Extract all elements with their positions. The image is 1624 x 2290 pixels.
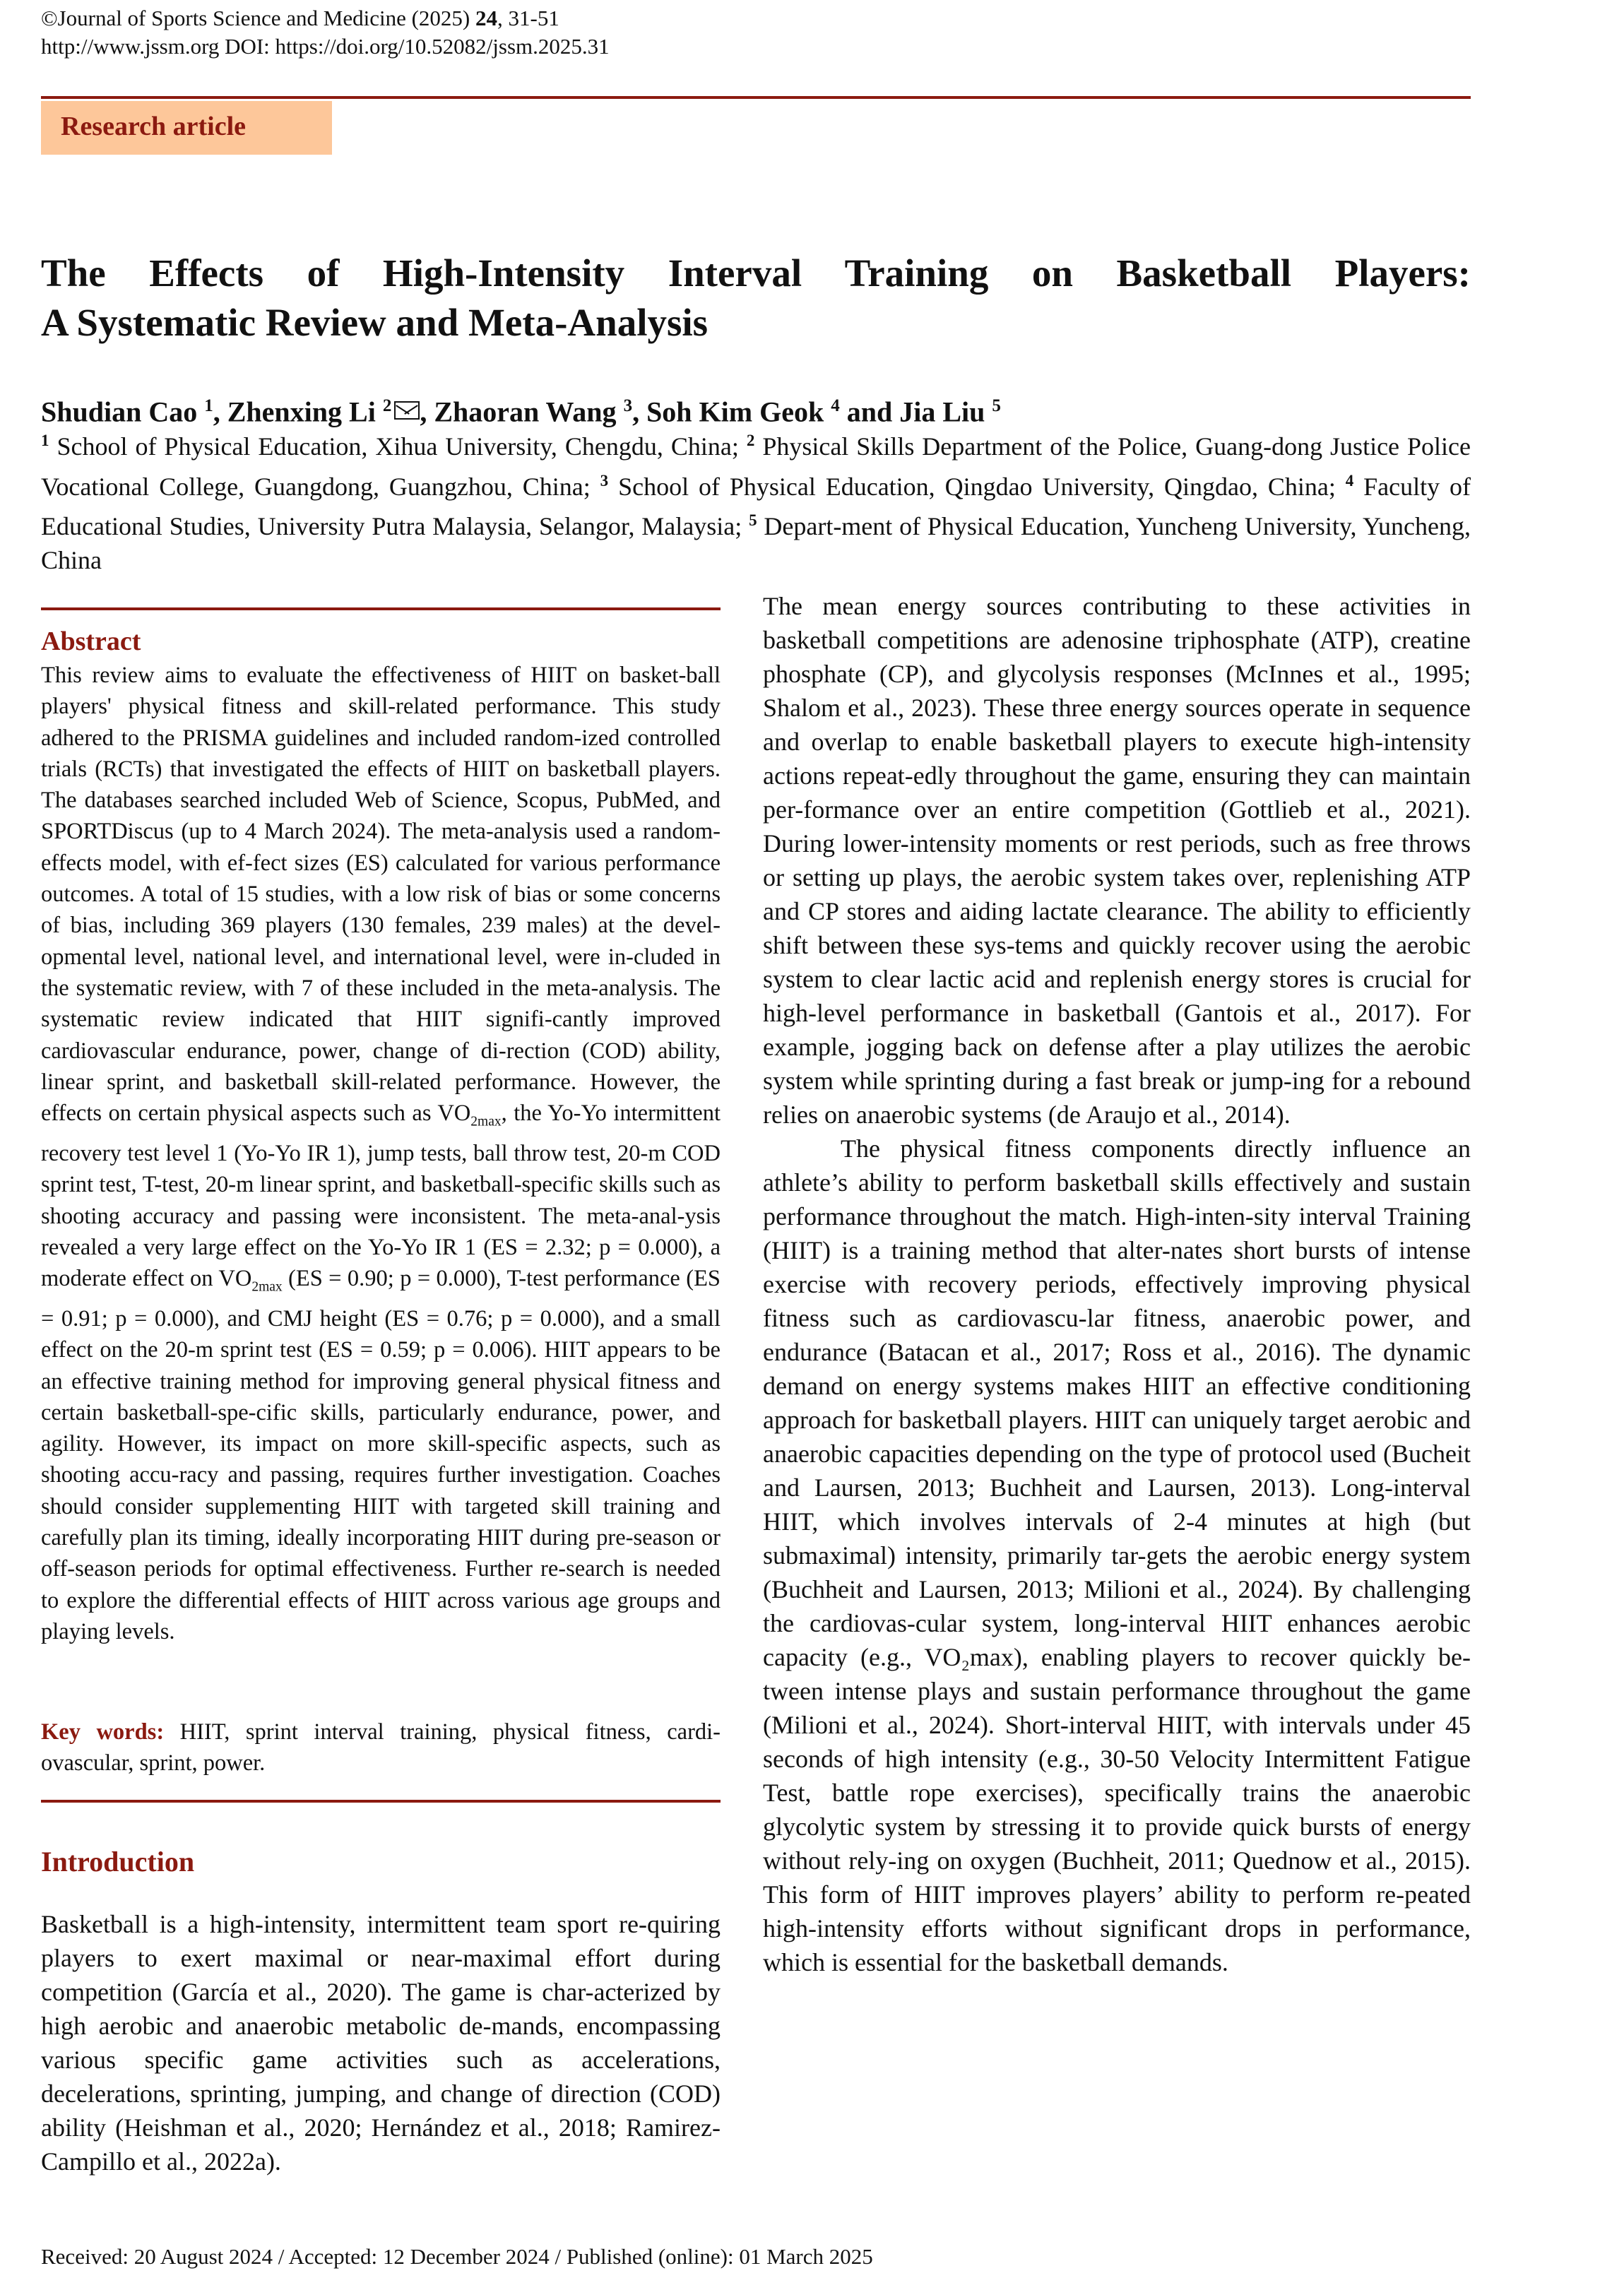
journal-doi-link[interactable]: http://www.jssm.org DOI: https://doi.org/10.52082/jssm.2025.31 [41, 34, 610, 59]
journal-citation: ©Journal of Sports Science and Medicine (2025) 24, 31-51 [41, 6, 559, 30]
envelope-icon[interactable] [394, 401, 420, 420]
author-4: , Soh Kim Geok [632, 396, 831, 428]
keywords [41, 1716, 721, 1779]
author-3: , Zhaoran Wang [420, 396, 624, 428]
publication-dates: Received: 20 August 2024 / Accepted: 12 December 2024 / Published (online): 01 March 2025 [41, 2244, 873, 2269]
abstract-body: This review aims to evaluate the effectiveness of HIIT on basket-ball players' physical fitness and skill-related performance. This study adhered to the PRISMA guidelines and included random-ized controlled trials (RCTs) that investigated the effects of HIIT on basketball players. The databases searched included Web of Science, Scopus, PubMed, and SPORTDiscus (up to 4 March 2024). The meta-analysis used a random-effects model, with ef-fect sizes (ES) calculated for various performance outcomes. A total of 15 studies, with a low risk of bias or some concerns of bias, including 369 players (130 females, 239 males) at the devel-opmental level, national level, and international level, were in-cluded in the systematic review, with 7 of these included in the meta-analysis. The systematic review indicated that HIIT signifi-cantly improved cardiovascular endurance, power, change of di-rection (COD) ability, linear sprint, and basketball skill-related performance. However, the effects on certain physical aspects such as $VO_{2max}$, the Yo-Yo intermittent recovery test level 1 (Yo-Yo IR 1), jump tests, ball throw test, 20-m COD sprint test, T-test, 20-m linear sprint, and basketball-specific skills such as shooting accuracy and passing were inconsistent. The meta-anal-ysis revealed a very large effect on the Yo-Yo IR 1 (ES = 2.32; p = 0.000), a moderate effect on $VO_{2max}$ (ES = 0.90; p = 0.000), T-test performance (ES = 0.91; p = 0.000), and CMJ height (ES = 0.76; p = 0.000), and a small effect on the 20-m sprint test (ES = 0.59; p = 0.006). HIIT appears to be an effective training method for improving general physical fitness and certain basketball-spe-cific skills, particularly endurance, power, and agility. However, its impact on more skill-specific aspects, such as shooting accu-racy and passing, requires further investigation. Coaches should consider supplementing HIIT with targeted skill training and carefully plan its timing, ideally incorporating HIIT during pre-season or off-season periods for optimal effectiveness. Further re-search is needed to explore the differential effects of HIIT across various age groups and playing levels. [41, 663, 721, 1644]
body-paragraph-2: The physical fitness components directly influence an athlete’s ability to perform basketball skills effectively and sustain performance throughout the match. High-inten-sity interval Training (HIIT) is a training method that alter-nates short bursts of intense exercise with recovery periods, effectively improving physical fitness such as cardiovascu-lar fitness, anaerobic power, and endurance (Batacan et al., 2017; Ross et al., 2016). The dynamic demand on energy systems makes HIIT an effective conditioning approach for basketball players. HIIT can uniquely target aerobic and anaerobic capacities depending on the type of protocol used (Bucheit and Laursen, 2013; Buchheit and Laursen, 2013). Long-interval HIIT, which involves intervals of 2-4 minutes at high (but submaximal) intensity, primarily tar-gets the aerobic energy system (Buchheit and Laursen, 2013; Milioni et al., 2024). By challenging the cardiovas-cular system, long-interval HIIT enhances aerobic capacity (e.g., VO₂max), enabling players to recover quickly be-tween intense plays and sustain performance throughout the game (Milioni et al., 2024). Short-interval HIIT, with intervals under 45 seconds of high intensity (e.g., 30-50 Velocity Intermittent Fatigue Test, battle rope exercises), specifically trains the anaerobic glycolytic system by stressing it to provide quick bursts of energy without rely-ing on oxygen (Buchheit, 2011; Quednow et al., 2015). This form of HIIT improves players’ ability to perform re-peated high-intensity efforts without significant drops in performance, which is essential for the basketball demands. [763, 1134, 1471, 1976]
article-type-badge [41, 101, 332, 155]
journal-header [41, 4, 610, 61]
article-type-label: Research article [61, 112, 247, 141]
abstract-heading: Abstract [41, 627, 141, 656]
paper-title [41, 249, 1471, 348]
affiliation-2: Physical Skills Department of the Police, Guang-dong Justice Police Vocational College, Guangdong, Guangzhou, China; [41, 432, 1471, 501]
title-line-1: The Effects of High-Intensity Interval Training on Basketball Players: [41, 251, 1471, 295]
body-paragraph-1: The mean energy sources contributing to these activities in basketball competitions are adenosine triphosphate (ATP), creatine phosphate (CP), and glycolysis responses (McInnes et al., 1995; Shalom et al., 2023). These three energy sources operate in sequence and overlap to enable basketball players to execute high-intensity actions repeat-edly throughout the game, ensuring they can maintain per-formance over an entire competition (Gottlieb et al., 2021). During lower-intensity moments or rest periods, such as free throws or setting up plays, the aerobic system takes over, replenishing ATP and CP stores and aiding lactate clearance. The ability to efficiently shift between these sys-tems and quickly recover using the aerobic system to clear lactic acid and replenish energy stores is crucial for high-level performance in basketball (Gantois et al., 2017). For example, jogging back on defense after a play utilizes the aerobic system while sprinting during a fast break or jump-ing for a rebound relies on anaerobic systems (de Araujo et al., 2014). [763, 592, 1471, 1129]
title-line-2: A Systematic Review and Meta-Analysis [41, 301, 709, 344]
right-column [763, 589, 1471, 1979]
abstract-bottom-divider [41, 1800, 721, 1803]
introduction-paragraph-1: Basketball is a high-intensity, intermittent team sport re-quiring players to exert maximal or near-maximal effort during competition (García et al., 2020). The game is char-acterized by high aerobic and anaerobic metabolic de-mands, encompassing various specific game activities such as accelerations, decelerations, sprinting, jumping, and change of direction (COD) ability (Heishman et al., 2020; Hernández et al., 2018; Ramirez-Campillo et al., 2022a). [41, 1910, 721, 2176]
affiliation-1: School of Physical Education, Xihua University, Chengdu, China; [49, 432, 747, 461]
affiliations: $^1$ School of Physical Education, Xihua University, Chengdu, China; $^2$ Physical Skills Department of the Police, Guang-dong Justice Police Vocational College, Guangdong, Guangzhou, China; $^3$ School of Physical Education, Qingdao University, Qingdao, China; $^4$ Faculty of Educational Studies, University Putra Malaysia, Selangor, Malaysia; $^5$ Depart-ment of Physical Education, Yuncheng University, Yuncheng, China [41, 432, 1471, 574]
introduction-heading: Introduction [41, 1846, 195, 1877]
affiliation-3: School of Physical Education, Qingdao University, Qingdao, China; [608, 472, 1346, 501]
author-1: Shudian Cao [41, 396, 205, 428]
affiliation-5: Depart-ment of Physical Education, Yuncheng University, Yuncheng, China [41, 512, 1471, 574]
author-5: and Jia Liu [839, 396, 992, 428]
author-list: Shudian Cao $^1$, Zhenxing Li $^2$ , Zhaoran Wang $^3$, Soh Kim Geok $^4$ and Jia Liu $^5$ [41, 396, 1001, 428]
keywords-label: Key words: [41, 1719, 165, 1745]
header-divider [41, 96, 1471, 99]
abstract-top-divider [41, 607, 721, 610]
affiliation-4: Faculty of Educational Studies, University Putra Malaysia, Selangor, Malaysia; [41, 472, 1471, 540]
keywords-text: HIIT, sprint interval training, physical fitness, cardi-ovascular, sprint, power. [41, 1719, 721, 1776]
author-2: , Zhenxing Li [213, 396, 383, 428]
